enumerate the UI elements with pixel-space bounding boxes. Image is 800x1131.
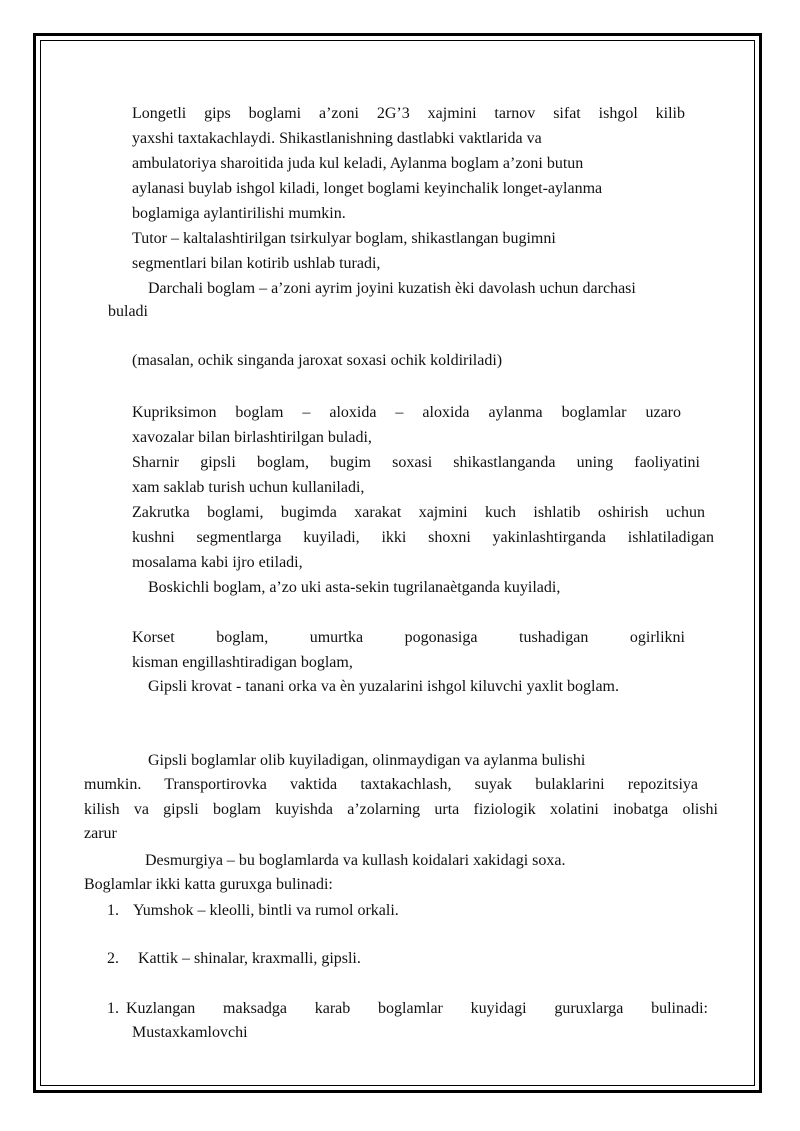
list-item-number: 1. bbox=[107, 1000, 119, 1017]
text-line: xavozalar bilan birlashtirilgan buladi, bbox=[132, 429, 372, 446]
darchali-line: Darchali boglam – a’zoni ayrim joyini kuzatish èki davolash uchun darchasi bbox=[148, 280, 636, 297]
list-item-number: 2. bbox=[107, 950, 119, 967]
text-line: yaxshi taxtakachlaydi. Shikastlanishning dastlabki vaktlarida va bbox=[132, 130, 542, 147]
text-line: ambulatoriya sharoitida juda kul keladi, Aylanma boglam a’zoni butun bbox=[132, 155, 584, 172]
masalan-line: (masalan, ochik singanda jaroxat soxasi ochik koldiriladi) bbox=[132, 352, 503, 369]
text-line: Zakrutka boglami, bugimda xarakat xajmini kuch ishlatib oshirish uchun bbox=[132, 504, 705, 521]
text-line: Kupriksimon boglam – aloxida – aloxida aylanma boglamlar uzaro bbox=[132, 404, 681, 421]
list-item-continuation: Mustaxkamlovchi bbox=[132, 1024, 248, 1041]
list-item: Kattik – shinalar, kraxmalli, gipsli. bbox=[138, 950, 361, 967]
darchali-line-end: buladi bbox=[108, 303, 148, 320]
korset-line: Korset boglam, umurtka pogonasiga tushadigan ogirlikni bbox=[132, 629, 685, 646]
text-line: aylanasi buylab ishgol kiladi, longet boglami keyinchalik longet-aylanma bbox=[132, 180, 603, 197]
boskichli-line: Boskichli boglam, a’zo uki asta-sekin tugrilanaètganda kuyiladi, bbox=[148, 579, 561, 596]
boglamlar-ikki-line: Boglamlar ikki katta guruxga bulinadi: bbox=[84, 876, 333, 893]
text-line: Sharnir gipsli boglam, bugim soxasi shikastlanganda uning faoliyatini bbox=[132, 454, 700, 471]
text-line: xam saklab turish uchun kullaniladi, bbox=[132, 479, 365, 496]
para-line: Gipsli boglamlar olib kuyiladigan, olinmaydigan va aylanma bulishi bbox=[148, 752, 586, 769]
para-line: kilish va gipsli boglam kuyishda a’zolarning urta fiziologik xolatini inobatga olishi bbox=[84, 801, 718, 818]
list-item: Kuzlangan maksadga karab boglamlar kuyidagi guruxlarga bulinadi: bbox=[126, 1000, 708, 1017]
text-line: Longetli gips boglami a’zoni 2G’3 xajmini tarnov sifat ishgol kilib bbox=[132, 105, 685, 122]
text-line: Tutor – kaltalashtirilgan tsirkulyar boglam, shikastlangan bugimni bbox=[132, 230, 556, 247]
desmurgiya-line: Desmurgiya – bu boglamlarda va kullash koidalari xakidagi soxa. bbox=[145, 852, 566, 869]
list-item-number: 1. bbox=[107, 902, 119, 919]
para-line: zarur bbox=[84, 825, 117, 842]
para-line: mumkin. Transportirovka vaktida taxtakachlash, suyak bulaklarini repozitsiya bbox=[84, 776, 698, 793]
text-line: mosalama kabi ijro etiladi, bbox=[132, 554, 303, 571]
list-item: Yumshok – kleolli, bintli va rumol orkali. bbox=[133, 902, 399, 919]
gipsli-krovat-line: Gipsli krovat - tanani orka va èn yuzalarini ishgol kiluvchi yaxlit boglam. bbox=[148, 678, 619, 695]
text-line: segmentlari bilan kotirib ushlab turadi, bbox=[132, 255, 381, 272]
text-line: kushni segmentlarga kuyiladi, ikki shoxni yakinlashtirganda ishlatiladigan bbox=[132, 529, 714, 546]
korset-line-end: kisman engillashtiradigan boglam, bbox=[132, 654, 353, 671]
text-line: boglamiga aylantirilishi mumkin. bbox=[132, 205, 346, 222]
